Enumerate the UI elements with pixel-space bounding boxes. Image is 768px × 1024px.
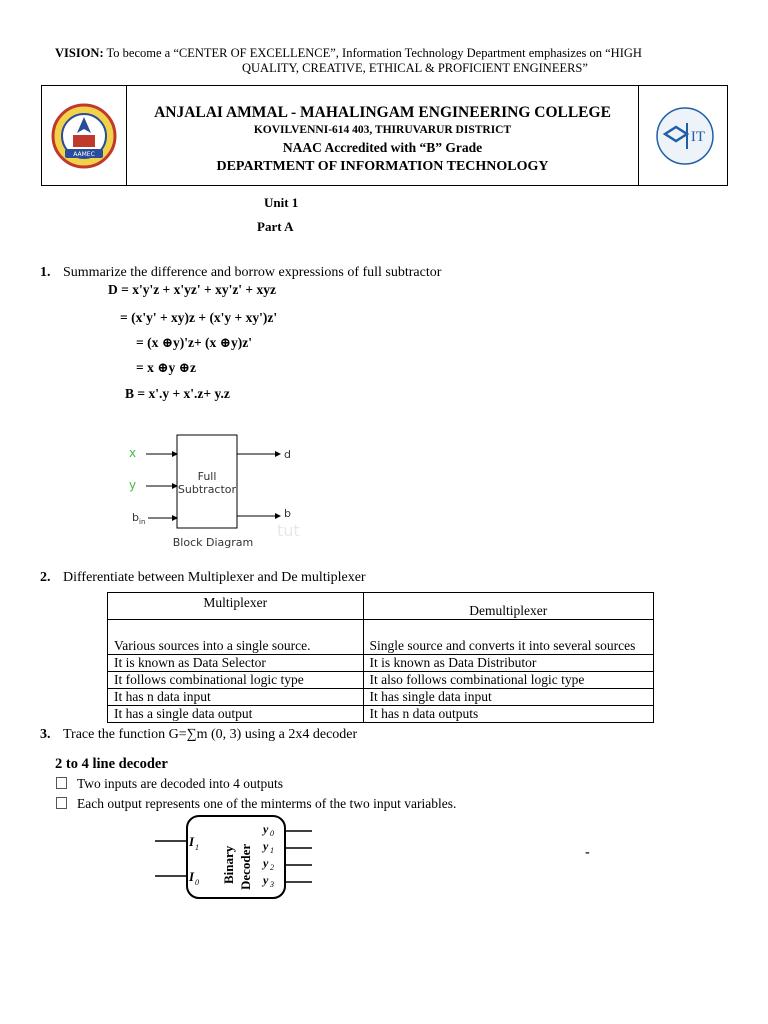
naac-accreditation: NAAC Accredited with “B” Grade bbox=[282, 140, 483, 155]
bullet-box-icon bbox=[56, 777, 67, 789]
college-header bbox=[41, 85, 728, 186]
table-header-cell: Multiplexer bbox=[108, 593, 364, 620]
table-header-cell: Demultiplexer bbox=[363, 593, 653, 620]
table-header-row bbox=[108, 593, 654, 620]
full-subtractor-diagram bbox=[120, 430, 330, 555]
mux-demux-table bbox=[107, 592, 654, 723]
section-heading: 2 to 4 line decoder bbox=[55, 756, 168, 772]
output-d-label: d bbox=[284, 448, 291, 461]
output-y3-label: y bbox=[263, 873, 269, 887]
it-logo-text: IT bbox=[690, 129, 706, 145]
table-cell: It also follows combinational logic type bbox=[363, 672, 653, 689]
input-bin-label: b bbox=[132, 511, 139, 524]
output-y1-label: y bbox=[263, 839, 269, 853]
logo-text: AAMEC bbox=[73, 151, 95, 158]
bullet-text: Two inputs are decoded into 4 outputs bbox=[77, 776, 284, 791]
block-label-line1: Full bbox=[197, 470, 217, 483]
equation-difference: D = x'y'z + x'yz' + xy'z' + xyz bbox=[108, 282, 276, 297]
input-i1-label: I bbox=[189, 834, 195, 849]
table-cell: Various sources into a single source. bbox=[108, 620, 364, 655]
question-number: 2. bbox=[40, 570, 51, 585]
vision-label: VISION: bbox=[55, 46, 104, 60]
college-name: ANJALAI AMMAL - MAHALINGAM ENGINEERING COLLEGE bbox=[154, 104, 611, 121]
output-y0-label: y bbox=[263, 822, 269, 836]
input-x-label: x bbox=[129, 446, 137, 460]
input-bin-subscript: in bbox=[139, 518, 146, 526]
question-text: Differentiate between Multiplexer and De multiplexer bbox=[63, 570, 366, 585]
equation-step-2: = (x'y' + xy)z + (x'y + xy')z' bbox=[120, 310, 278, 325]
output-b-label: b bbox=[284, 507, 291, 520]
table-row bbox=[108, 706, 654, 723]
watermark-text: tut bbox=[277, 521, 300, 540]
table-row bbox=[108, 672, 654, 689]
question-2 bbox=[40, 570, 366, 586]
output-y0-subscript: 0 bbox=[270, 829, 274, 838]
stray-dash-mark: - bbox=[585, 845, 590, 860]
vision-statement bbox=[55, 46, 715, 76]
question-number: 1. bbox=[40, 265, 51, 280]
table-cell: It is known as Data Selector bbox=[108, 655, 364, 672]
input-i1-subscript: 1 bbox=[195, 843, 199, 852]
block-label-line2: Subtractor bbox=[177, 483, 237, 496]
table-cell: It has a single data output bbox=[108, 706, 364, 723]
equation-step-4: = x ⊕y ⊕z bbox=[136, 360, 196, 375]
bullet-item bbox=[56, 776, 283, 792]
table-cell: It is known as Data Distributor bbox=[363, 655, 653, 672]
diagram-caption: Block Diagram bbox=[172, 536, 254, 549]
vision-text-line1: To become a “CENTER OF EXCELLENCE”, Information Technology Department emphasizes on “HIGH bbox=[106, 46, 642, 60]
bullet-text: Each output represents one of the minterms of the two input variables. bbox=[77, 796, 457, 811]
table-cell: It follows combinational logic type bbox=[108, 672, 364, 689]
input-i0-subscript: 0 bbox=[195, 878, 199, 887]
question-text: Summarize the difference and borrow expressions of full subtractor bbox=[63, 265, 442, 280]
table-cell: It has single data input bbox=[363, 689, 653, 706]
college-logo-icon bbox=[51, 103, 117, 169]
equation-step-3: = (x ⊕y)'z+ (x ⊕y)z' bbox=[136, 335, 252, 350]
part-title: Part A bbox=[257, 219, 294, 234]
equation-borrow: B = x'.y + x'.z+ y.z bbox=[125, 386, 230, 401]
question-text: Trace the function G=∑m (0, 3) using a 2x4 decoder bbox=[63, 727, 358, 742]
table-row bbox=[108, 655, 654, 672]
output-y2-subscript: 2 bbox=[270, 863, 274, 872]
vision-text-line2: QUALITY, CREATIVE, ETHICAL & PROFICIENT ENGINEERS” bbox=[242, 61, 588, 75]
it-department-logo-icon bbox=[654, 105, 716, 167]
unit-title: Unit 1 bbox=[264, 195, 299, 210]
question-number: 3. bbox=[40, 727, 51, 742]
input-y-label: y bbox=[129, 478, 137, 492]
question-3 bbox=[40, 727, 357, 743]
department-name: DEPARTMENT OF INFORMATION TECHNOLOGY bbox=[216, 159, 549, 174]
table-cell: It has n data input bbox=[108, 689, 364, 706]
table-row bbox=[108, 689, 654, 706]
table-cell: It has n data outputs bbox=[363, 706, 653, 723]
bullet-box-icon bbox=[56, 797, 67, 809]
output-y2-label: y bbox=[263, 856, 269, 870]
header-divider-right bbox=[638, 86, 639, 185]
input-i0-label: I bbox=[189, 869, 195, 884]
binary-decoder-diagram bbox=[150, 810, 325, 905]
table-row bbox=[108, 620, 654, 655]
table-cell: Single source and converts it into several sources bbox=[363, 620, 653, 655]
output-y1-subscript: 1 bbox=[270, 846, 274, 855]
output-y3-subscript: 3 bbox=[270, 880, 274, 889]
decoder-label-line1: Binary bbox=[221, 845, 236, 884]
decoder-label-line2: Decoder bbox=[238, 843, 253, 890]
question-1 bbox=[40, 265, 441, 281]
college-location: KOVILVENNI-614 403, THIRUVARUR DISTRICT bbox=[253, 124, 512, 136]
